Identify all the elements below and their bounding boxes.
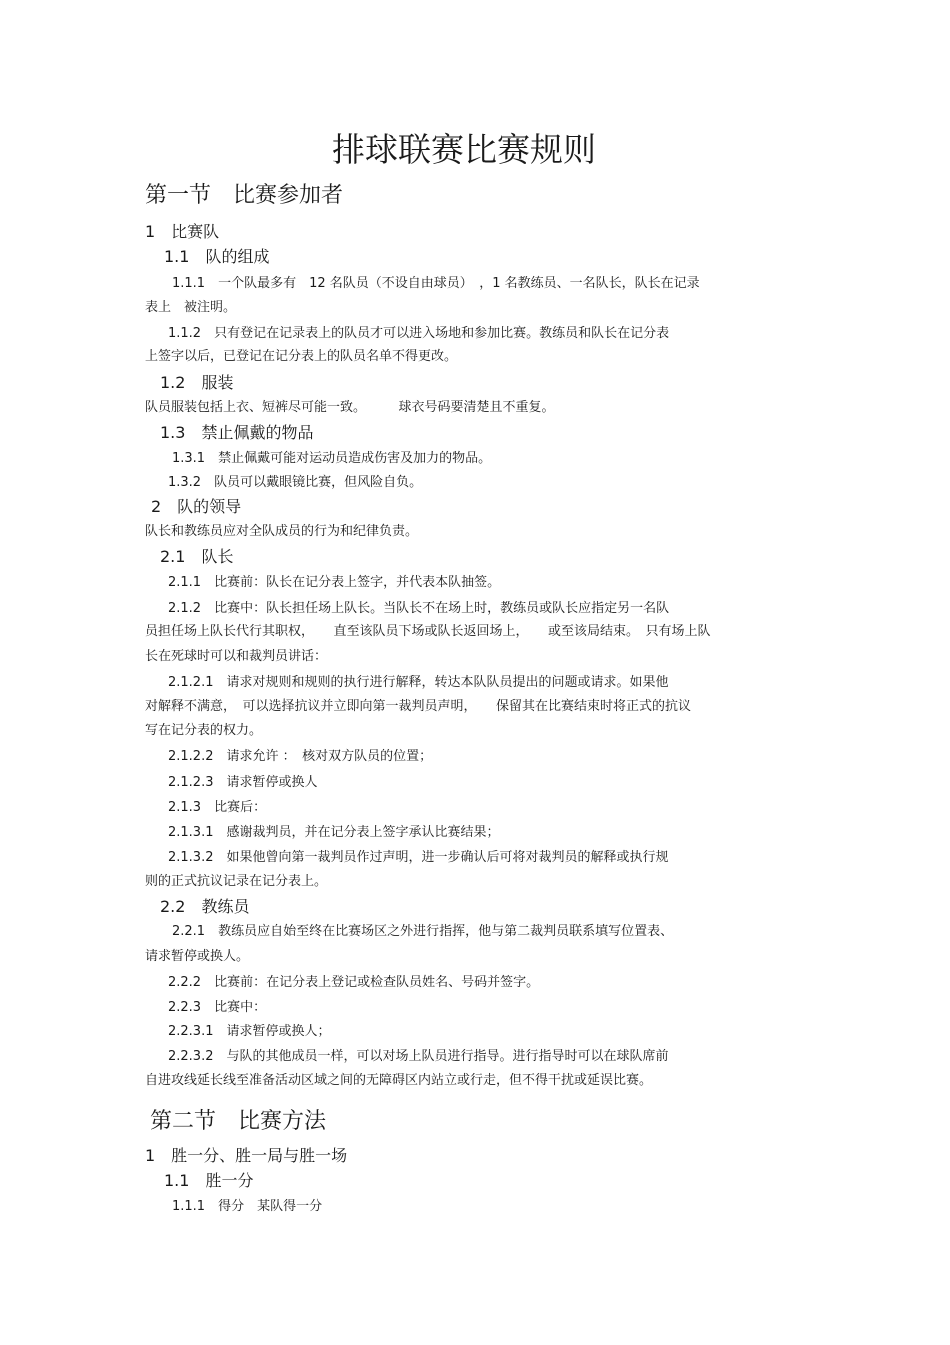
paragraph-2-1-2-line-3: 长在死球时可以和裁判员讲话： [145,649,328,664]
heading-2-2: 2.2 教练员 [160,897,250,916]
paragraph-2-1-3-1: 2.1.3.1 感谢裁判员，并在记分表上签字承认比赛结果； [168,825,500,840]
document-title: 排球联赛比赛规则 [332,130,596,169]
heading-1-1: 1.1 队的组成 [164,247,270,266]
heading-1-3: 1.3 禁止佩戴的物品 [160,423,314,442]
paragraph-2: 队长和教练员应对全队成员的行为和纪律负责。 [145,524,419,539]
paragraph-2-2-3-1: 2.2.3.1 请求暂停或换人； [168,1024,331,1039]
heading-1: 1 比赛队 [145,222,220,241]
s2-heading-1-1: 1.1 胜一分 [164,1171,254,1190]
paragraph-1-3-2: 1.3.2 队员可以戴眼镜比赛，但风险自负。 [168,475,423,490]
paragraph-1-1-2-line-1: 1.1.2 只有登记在记录表上的队员才可以进入场地和参加比赛。教练员和队长在记分表 [168,326,670,341]
paragraph-2-1-2-1-line-2: 对解释不满意， 可以选择抗议并立即向第一裁判员声明， 保留其在比赛结束时将正式的抗议 [145,699,692,714]
paragraph-2-1-3: 2.1.3 比赛后： [168,800,267,815]
paragraph-2-1-2-line-2: 员担任场上队长代行其职权， 直至该队员下场或队长返回场上， 或至该局结束。 只有场上队 [145,624,711,639]
paragraph-1-2: 队员服装包括上衣、短裤尽可能一致。 球衣号码要清楚且不重复。 [145,400,555,415]
paragraph-2-2-2: 2.2.2 比赛前：在记分表上登记或检查队员姓名、号码并签字。 [168,975,540,990]
s2-heading-1: 1 胜一分、胜一局与胜一场 [145,1146,348,1165]
s2-paragraph-1-1-1: 1.1.1 得分 某队得一分 [172,1199,323,1214]
section-2-heading: 第二节 比赛方法 [150,1109,327,1134]
paragraph-2-2-3-2-line-1: 2.2.3.2 与队的其他成员一样，可以对场上队员进行指导。进行指导时可以在球队席前 [168,1049,669,1064]
paragraph-2-1-2-3: 2.1.2.3 请求暂停或换人 [168,775,318,790]
paragraph-2-2-1-line-2: 请求暂停或换人。 [145,949,250,964]
paragraph-1-1-1-line-2: 表上 被注明。 [145,300,237,315]
heading-1-2: 1.2 服装 [160,373,234,392]
paragraph-2-1-2-line-1: 2.1.2 比赛中：队长担任场上队长。当队长不在场上时，教练员或队长应指定另一名队 [168,601,670,616]
paragraph-2-2-3: 2.2.3 比赛中： [168,1000,267,1015]
paragraph-2-1-2-1-line-3: 写在记分表的权力。 [145,723,263,738]
heading-2: 2 队的领导 [151,497,242,516]
paragraph-2-1-2-1-line-1: 2.1.2.1 请求对规则和规则的执行进行解释，转达本队队员提出的问题或请求。如果他 [168,675,669,690]
paragraph-2-1-3-2-line-1: 2.1.3.2 如果他曾向第一裁判员作过声明，进一步确认后可将对裁判员的解释或执行规 [168,850,669,865]
paragraph-2-1-2-2: 2.1.2.2 请求允许 ： 核对双方队员的位置； [168,749,433,764]
section-1-heading: 第一节 比赛参加者 [145,183,344,208]
paragraph-2-2-3-2-line-2: 自进攻线延长线至准备活动区域之间的无障碍区内站立或行走，但不得干扰或延误比赛。 [145,1073,653,1088]
paragraph-2-2-1-line-1: 2.2.1 教练员应自始至终在比赛场区之外进行指挥，他与第二裁判员联系填写位置表、 [172,924,674,939]
paragraph-2-1-1: 2.1.1 比赛前：队长在记分表上签字，并代表本队抽签。 [168,575,501,590]
paragraph-1-3-1: 1.3.1 禁止佩戴可能对运动员造成伤害及加力的物品。 [172,451,492,466]
paragraph-1-1-2-line-2: 上签字以后，已登记在记分表上的队员名单不得更改。 [145,349,458,364]
paragraph-1-1-1-line-1: 1.1.1 一个队最多有 12 名队员（不设自由球员） ，1 名教练员、一名队长，队长在记录 [172,276,700,291]
heading-2-1: 2.1 队长 [160,547,234,566]
paragraph-2-1-3-2-line-2: 则的正式抗议记录在记分表上。 [145,874,328,889]
